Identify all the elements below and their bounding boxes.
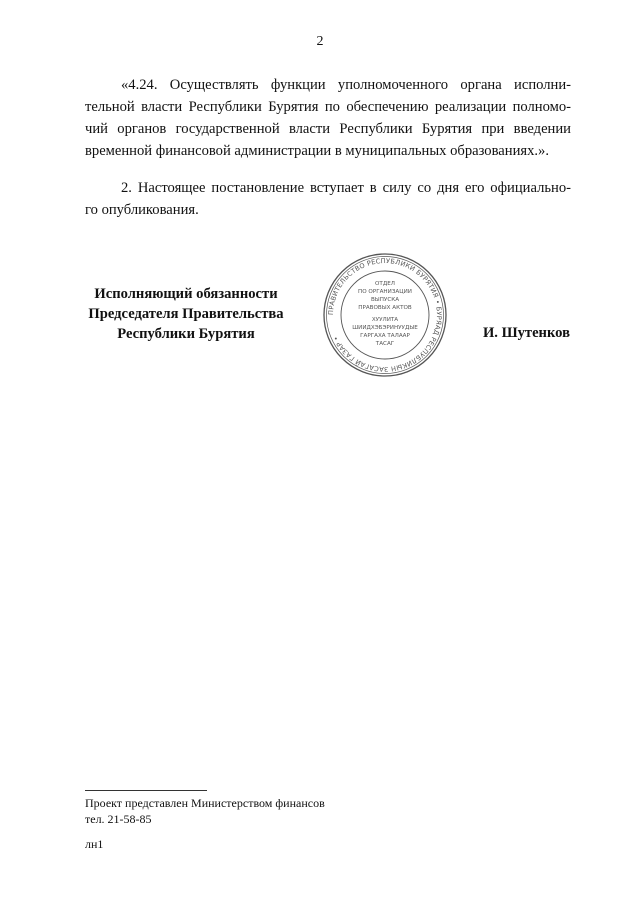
text-line: «4.24. Осуществлять функции уполномоченного органа исполни-	[121, 77, 571, 93]
footnote-phone: тел. 21-58-85	[85, 812, 152, 826]
paragraph-effective-date	[85, 177, 571, 221]
seal-center-line: ГАРГАХА ТАЛААР	[360, 333, 410, 339]
official-seal-stamp	[322, 252, 448, 378]
signatory-position	[72, 284, 300, 344]
seal-outer-text-path: ПРАВИТЕЛЬСТВО РЕСПУБЛИКИ БУРЯТИЯ • БУРЯАД РЕСПУБЛИКЫН ЗАСАГАЙ ГАЗАР •	[326, 256, 444, 374]
signatory-position-line: Исполняющий обязанности	[94, 286, 278, 302]
text-line: временной финансовой администрации в муниципальных образованиях.».	[85, 143, 549, 159]
seal-outer-ring	[324, 254, 446, 376]
signatory-position-line: Председателя Правительства	[88, 306, 284, 322]
text-line: 2. Настоящее постановление вступает в силу со дня его официально-	[121, 180, 571, 196]
seal-center-line: ПРАВОВЫХ АКТОВ	[358, 305, 412, 311]
text-line: тельной власти Республики Бурятия по обеспечению реализации полномо-	[85, 99, 571, 115]
footnote-prepared-by: Проект представлен Министерством финансов	[85, 796, 325, 810]
seal-outer-text	[327, 257, 443, 373]
seal-center-line: ХУУЛИТА	[371, 317, 399, 323]
footnote-initials: лн1	[85, 837, 104, 851]
seal-center-line: ПО ОРГАНИЗАЦИИ	[358, 289, 412, 295]
text-line: чий органов государственной власти Республики Бурятия при введении	[85, 121, 571, 137]
signatory-name: И. Шутенков	[482, 325, 570, 341]
signatory-position-line: Республики Бурятия	[117, 326, 255, 342]
seal-center-line: ТАСАГ	[375, 341, 395, 347]
seal-center-line: ОТДЕЛ	[375, 281, 395, 287]
paragraph-item-4-24	[85, 74, 571, 162]
footnote-divider	[85, 790, 207, 791]
page-number: 2	[316, 34, 324, 49]
text-line: го опубликования.	[85, 202, 199, 218]
seal-center-line: ВЫПУСКА	[370, 297, 400, 303]
seal-center-line: ШИИДХЭБЭРИНУУДЫЕ	[352, 325, 418, 331]
